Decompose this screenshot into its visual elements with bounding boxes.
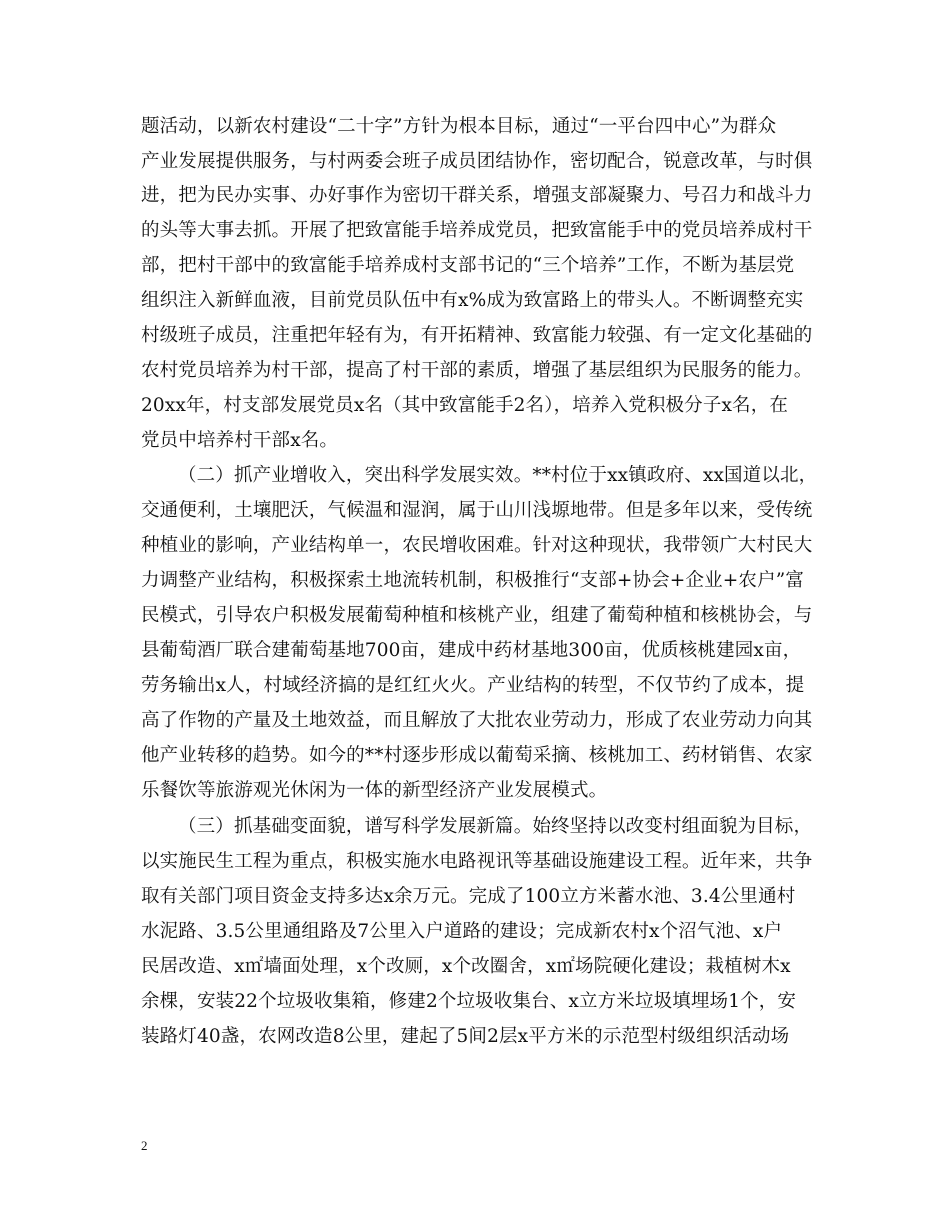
text-line: 20xx年，村支部发展党员x名（其中致富能手2名），培养入党积极分子x名，在	[141, 395, 788, 416]
text-line: 他产业转移的趋势。如今的**村逐步形成以葡萄采摘、核桃加工、药材销售、农家	[141, 745, 813, 766]
text-line: 的头等大事去抓。开展了把致富能手培养成党员，把致富能手中的党员培养成村干	[141, 220, 813, 241]
text-line: 装路灯40盏，农网改造8公里，建起了5间2层x平方米的示范型村级组织活动场	[141, 1026, 790, 1047]
text-line: 余棵，安装22个垃圾收集箱，修建2个垃圾收集台、x立方米垃圾填埋场1个，安	[141, 991, 797, 1012]
text-line: 产业发展提供服务，与村两委会班子成员团结协作，密切配合，锐意改革，与时俱	[141, 151, 813, 172]
text-line: 民模式，引导农户积极发展葡萄种植和核桃产业，组建了葡萄种植和核桃协会，与	[141, 605, 813, 626]
text-line: 水泥路、3.5公里通组路及7公里入户道路的建设；完成新农村x个沼气池、x户	[141, 921, 783, 942]
text-line: 进，把为民办实事、办好事作为密切干群关系，增强支部凝聚力、号召力和战斗力	[141, 185, 813, 206]
paragraph-start-line: （三）抓基础变面貌，谱写科学发展新篇。始终坚持以改变村组面貌为目标，	[178, 816, 813, 837]
text-line: 民居改造、x㎡墙面处理，x个改厕，x个改圈舍，x㎡场院硬化建设；栽植树木x	[141, 956, 791, 977]
text-line: 交通便利，土壤肥沃，气候温和湿润，属于山川浅塬地带。但是多年以来，受传统	[141, 500, 813, 521]
text-line: 力调整产业结构，积极探索土地流转机制，积极推行“支部+协会+企业+农户”富	[141, 570, 804, 591]
paragraph-start-line: （二）抓产业增收入，突出科学发展实效。**村位于xx镇政府、xx国道以北，	[178, 465, 818, 486]
text-line: 乐餐饮等旅游观光休闲为一体的新型经济产业发展模式。	[141, 780, 608, 801]
text-line: 村级班子成员，注重把年轻有为，有开拓精神、致富能力较强、有一定文化基础的	[141, 325, 813, 346]
text-line: 题活动，以新农村建设“二十字”方针为根本目标，通过“一平台四中心”为群众	[141, 116, 777, 137]
text-line: 组织注入新鲜血液，目前党员队伍中有x%成为致富路上的带头人。不断调整充实	[141, 290, 804, 311]
text-line: 党员中培养村干部x名。	[141, 430, 339, 451]
text-line: 以实施民生工程为重点，积极实施水电路视讯等基础设施建设工程。近年来，共争	[141, 851, 813, 872]
text-line: 取有关部门项目资金支持多达x余万元。完成了100立方米蓄水池、3.4公里通村	[141, 886, 796, 907]
text-line: 部，把村干部中的致富能手培养成村支部书记的“三个培养”工作，不断为基层党	[141, 255, 795, 276]
text-line: 种植业的影响，产业结构单一，农民增收困难。针对这种现状，我带领广大村民大	[141, 535, 813, 556]
text-line: 高了作物的产量及土地效益，而且解放了大批农业劳动力，形成了农业劳动力向其	[141, 710, 813, 731]
text-line: 县葡萄酒厂联合建葡萄基地700亩，建成中药材基地300亩，优质核桃建园x亩，	[141, 640, 802, 661]
text-line: 农村党员培养为村干部，提高了村干部的素质，增强了基层组织为民服务的能力。	[141, 360, 813, 381]
text-line: 劳务输出x人，村域经济搞的是红红火火。产业结构的转型，不仅节约了成本，提	[141, 675, 805, 696]
page-number: 2	[141, 1138, 148, 1153]
